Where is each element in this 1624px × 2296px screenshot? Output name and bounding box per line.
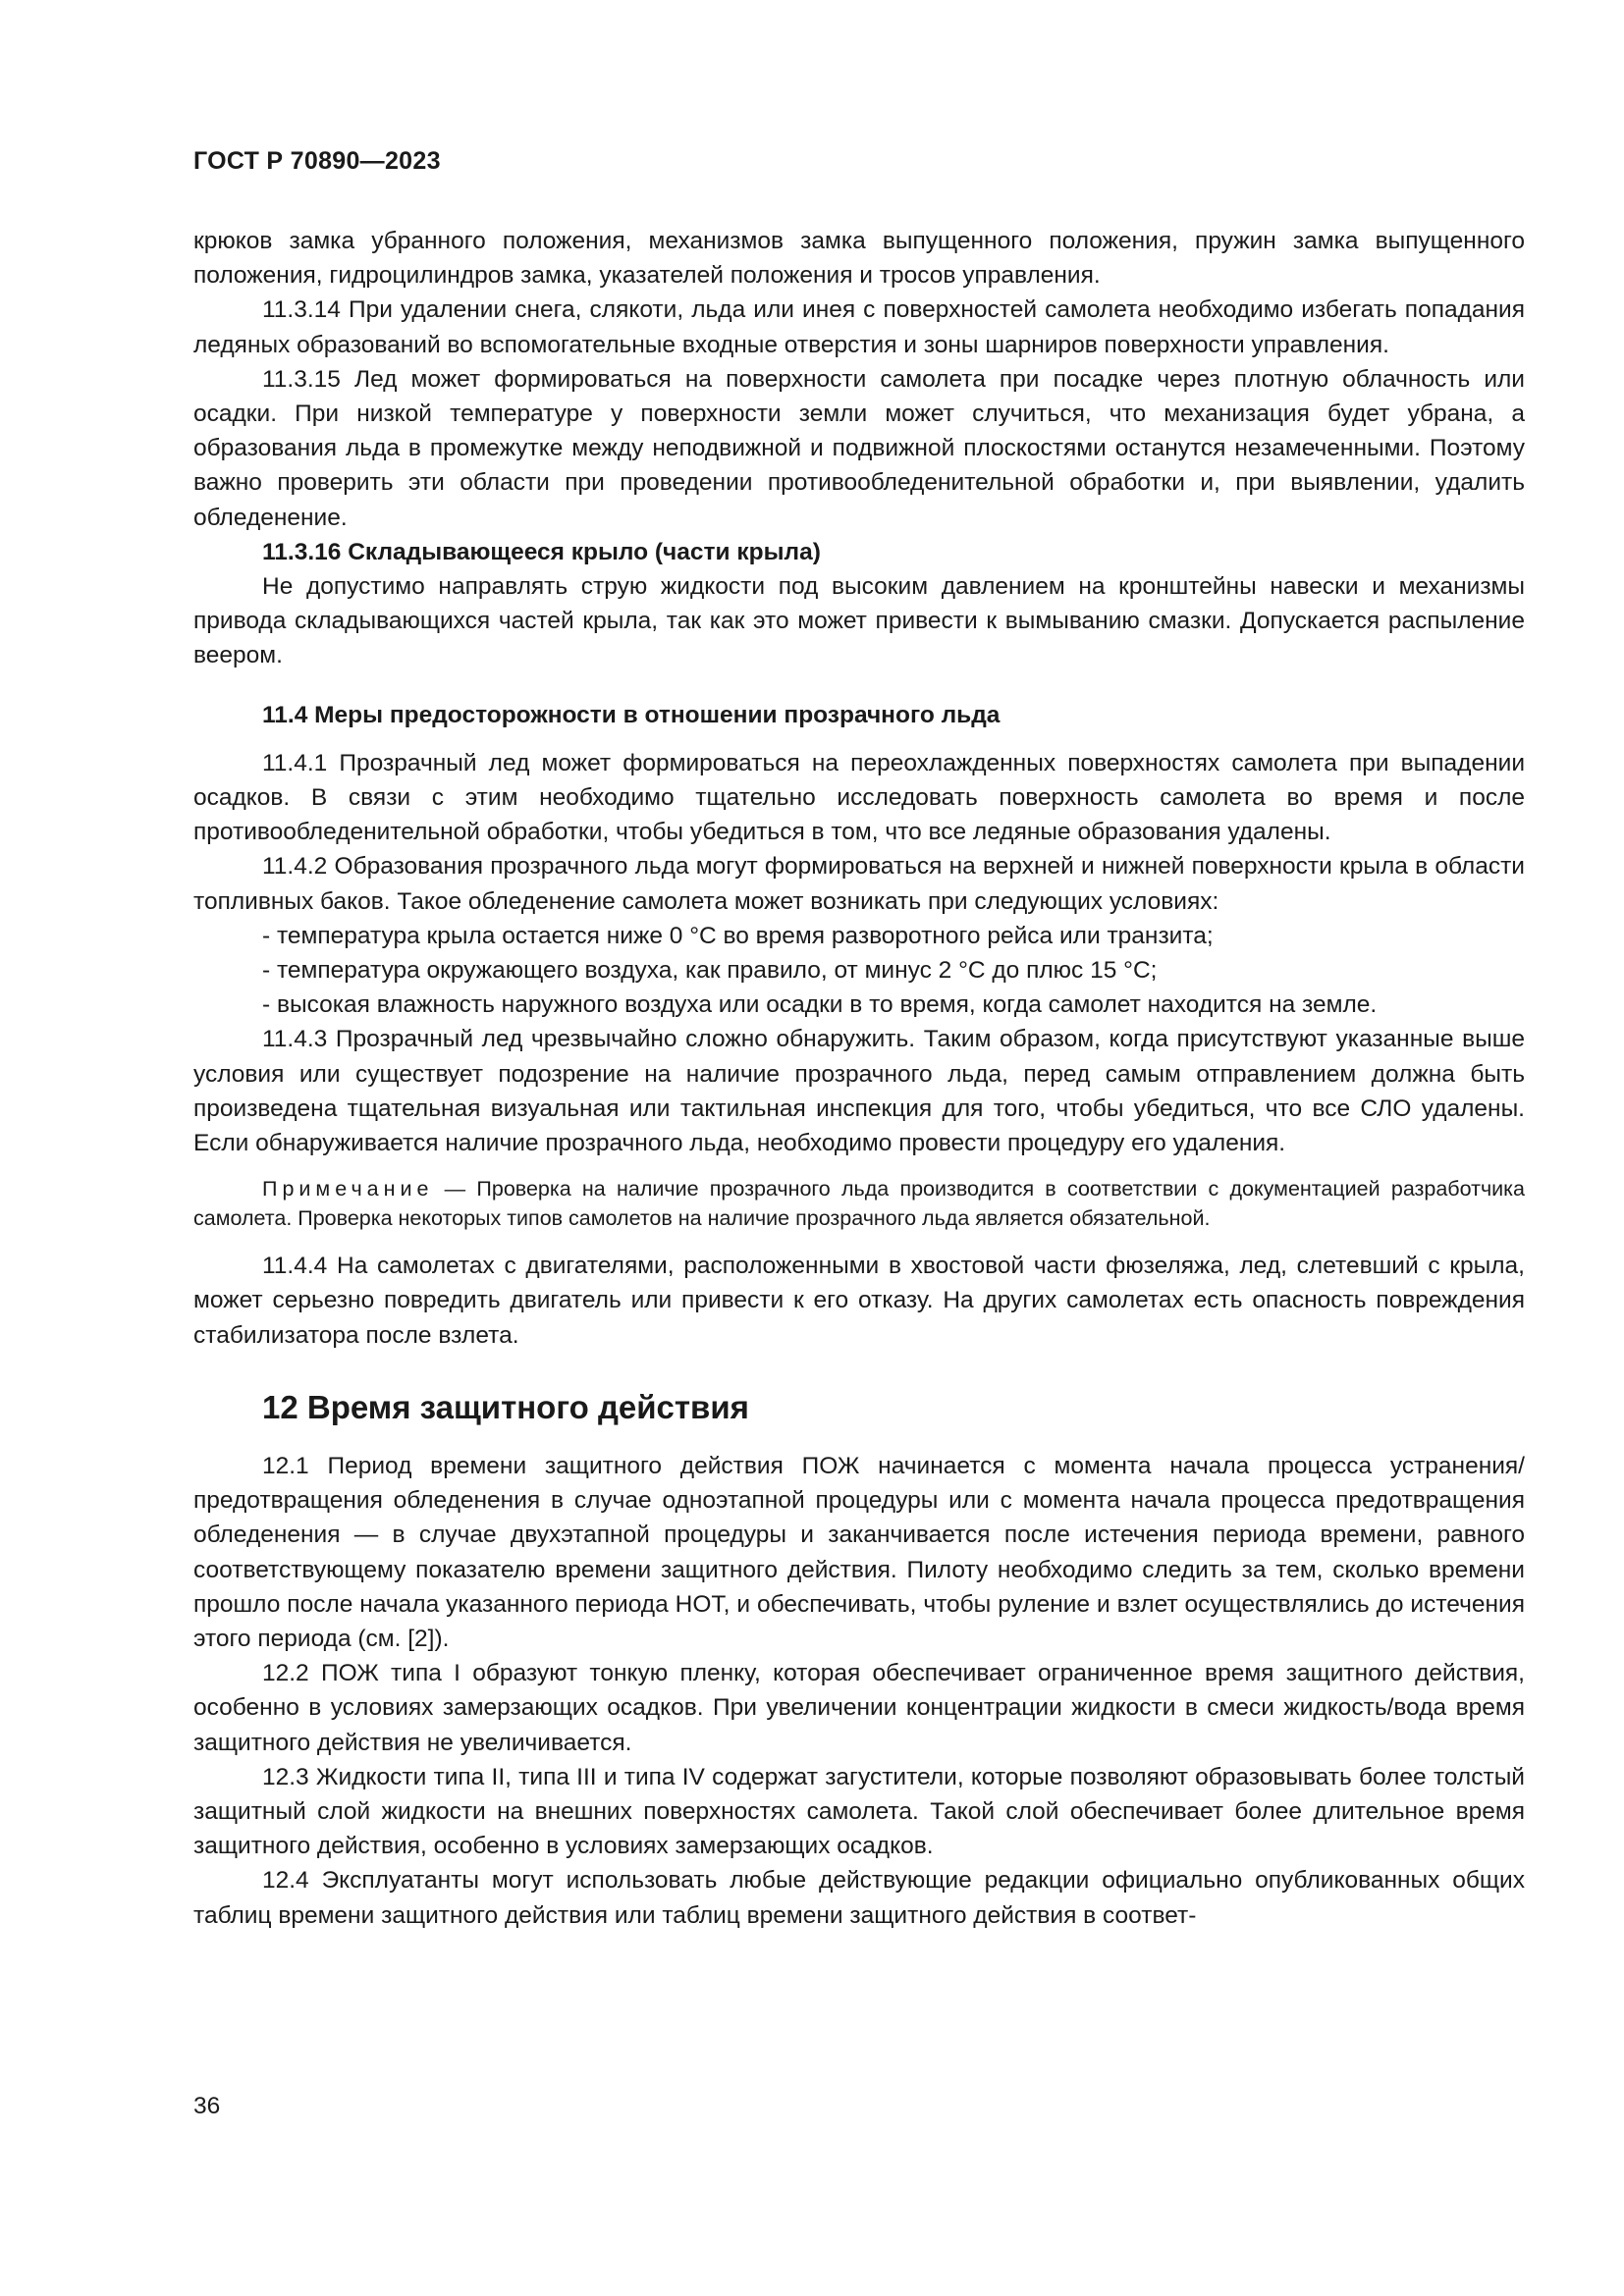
- paragraph-12-1: 12.1 Период времени защитного действия ПОЖ начинается с момента начала процесса устранения/предотвращения обледенения в случае одноэтапной процедуры или с момента начала процесса предотвращения обледенения — в случае двухэтапной процедуры и заканчивается после истечения периода времени, равного соответствующему показателю времени защитного действия. Пилоту необходимо следить за тем, сколько времени прошло после начала указанного периода НОТ, и обеспечивать, чтобы руление и взлет осуществлялись до истечения этого периода (см. [2]).: [193, 1452, 1525, 1652]
- page-body: [193, 224, 1525, 1933]
- paragraph-11-3-16: Не допустимо направлять струю жидкости под высоким давлением на кронштейны навески и механизмы привода складывающихся частей крыла, так как это может привести к вымыванию смазки. Допускается распыление веером.: [193, 573, 1525, 669]
- heading-11-4: 11.4 Меры предосторожности в отношении прозрачного льда: [262, 701, 1001, 728]
- list-item-3: - высокая влажность наружного воздуха или осадки в то время, когда самолет находится на земле.: [262, 991, 1378, 1019]
- paragraph-continuation: крюков замка убранного положения, механизмов замка выпущенного положения, пружин замка выпущенного положения, гидроцилиндров замка, указателей положения и тросов управления.: [193, 228, 1525, 290]
- list-item-1: - температура крыла остается ниже 0 °С во время разворотного рейса или транзита;: [262, 922, 1214, 949]
- paragraph-12-3: 12.3 Жидкости типа II, типа III и типа IV содержат загустители, которые позволяют образовывать более толстый защитный слой жидкости на внешних поверхностях самолета. Такой слой обеспечивает более длительное время защитного действия, особенно в условиях замерзающих осадков.: [193, 1763, 1525, 1860]
- note-label: Примечание: [262, 1177, 434, 1201]
- note-text: — Проверка на наличие прозрачного льда производится в соответствии с документацией разработчика самолета. Проверка некоторых типов самолетов на наличие прозрачного льда является обязательной.: [193, 1177, 1525, 1231]
- paragraph-12-2: 12.2 ПОЖ типа I образуют тонкую пленку, которая обеспечивает ограниченное время защитного действия, особенно в условиях замерзающих осадков. При увеличении концентрации жидкости в смеси жидкость/вода время защитного действия не увеличивается.: [193, 1660, 1525, 1756]
- paragraph-11-4-4: 11.4.4 На самолетах с двигателями, расположенными в хвостовой части фюзеляжа, лед, слетевший с крыла, может серьезно повредить двигатель или привести к его отказу. На других самолетах есть опасность повреждения стабилизатора после взлета.: [193, 1253, 1525, 1349]
- note: [193, 1174, 1525, 1233]
- list-item-2: - температура окружающего воздуха, как правило, от минус 2 °С до плюс 15 °С;: [262, 957, 1158, 985]
- document-header: ГОСТ Р 70890—2023: [193, 147, 441, 175]
- heading-11-3-16: 11.3.16 Складывающееся крыло (части крыла): [262, 538, 821, 565]
- paragraph-11-4-2: 11.4.2 Образования прозрачного льда могут формироваться на верхней и нижней поверхности крыла в области топливных баков. Такое обледенение самолета может возникать при следующих условиях:: [193, 853, 1525, 915]
- page-number: 36: [193, 2093, 221, 2119]
- paragraph-12-4: 12.4 Эксплуатанты могут использовать любые действующие редакции официально опубликованных общих таблиц времени защитного действия или таблиц времени защитного действия в соответ-: [193, 1867, 1525, 1929]
- paragraph-11-3-14: 11.3.14 При удалении снега, слякоти, льда или инея с поверхностей самолета необходимо избегать попадания ледяных образований во вспомогательные входные отверстия и зоны шарниров поверхности управления.: [193, 296, 1525, 358]
- section-title-12: 12 Время защитного действия: [262, 1388, 749, 1425]
- paragraph-11-4-3: 11.4.3 Прозрачный лед чрезвычайно сложно обнаружить. Таким образом, когда присутствуют указанные выше условия или существует подозрение на наличие прозрачного льда, перед самым отправлением должна быть произведена тщательная визуальная или тактильная инспекция для того, чтобы убедиться, что все СЛО удалены. Если обнаруживается наличие прозрачного льда, необходимо провести процедуру его удаления.: [193, 1026, 1525, 1157]
- paragraph-11-3-15: 11.3.15 Лед может формироваться на поверхности самолета при посадке через плотную облачность или осадки. При низкой температуре у поверхности земли может случиться, что механизация будет убрана, а образования льда в промежутке между неподвижной и подвижной плоскостями останутся незамеченными. Поэтому важно проверить эти области при проведении противообледенительной обработки и, при выявлении, удалить обледенение.: [193, 365, 1525, 531]
- paragraph-11-4-1: 11.4.1 Прозрачный лед может формироваться на переохлажденных поверхностях самолета при выпадении осадков. В связи с этим необходимо тщательно исследовать поверхность самолета во время и после противообледенительной обработки, чтобы убедиться в том, что все ледяные образования удалены.: [193, 749, 1525, 846]
